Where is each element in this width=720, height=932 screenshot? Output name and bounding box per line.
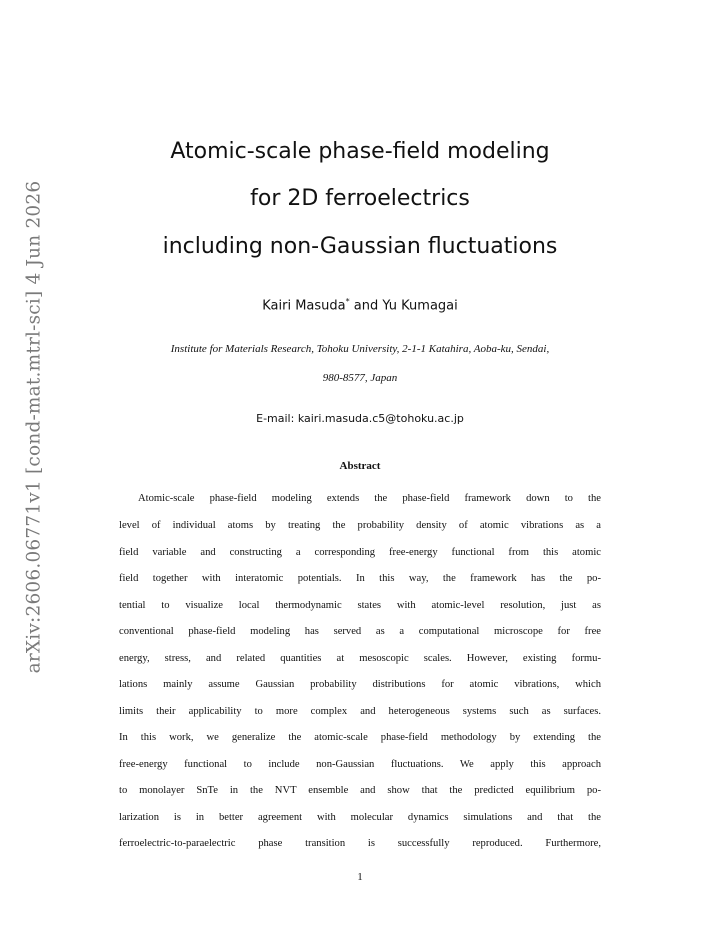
abstract-line: level of individual atoms by treating the probability density of atomic vibrations as a [119,520,601,531]
corresponding-author-marker: * [345,297,350,306]
title-line-2: for 2D ferroelectrics [250,186,470,211]
email-label: E-mail: [256,412,298,425]
email-address-link[interactable]: kairi.masuda.c5@tohoku.ac.jp [297,412,464,425]
affiliation-line-2: 980-8577, Japan [322,372,398,384]
page-number: 1 [357,871,363,883]
abstract-line: tential to visualize local thermodynamic states with atomic-level resolution, just as [119,600,601,611]
author-name: Kairi Masuda [262,298,346,314]
title-line-3: including non-Gaussian fluctuations [162,234,558,259]
abstract-line: to monolayer SnTe in the NVT ensemble and show that the predicted equilibrium po- [119,785,601,796]
abstract-line: limits their applicability to more complex and heterogeneous systems such as surfaces. [119,706,601,717]
abstract-line: field variable and constructing a corresponding free-energy functional from this atomic [119,547,601,558]
abstract-line: energy, stress, and related quantities at mesoscopic scales. However, existing formu- [119,653,601,664]
abstract-line: conventional phase-field modeling has served as a computational microscope for free [119,626,601,637]
author-separator: and [349,298,383,314]
email-line [0,412,720,425]
arxiv-identifier-stamp: arXiv:2606.06771v1 [cond-mat.mtrl-sci] 4 Jun 2026 [23,180,45,674]
abstract-line: field together with interatomic potentials. In this way, the framework has the po- [119,573,601,584]
abstract-line: free-energy functional to include non-Gaussian fluctuations. We apply this approach [119,759,601,770]
abstract-line: lations mainly assume Gaussian probability distributions for atomic vibrations, which [119,679,601,690]
abstract-line: ferroelectric-to-paraelectric phase transition is successfully reproduced. Furthermore, [119,838,601,849]
abstract-line: Atomic-scale phase-field modeling extends the phase-field framework down to the [138,493,601,504]
abstract-heading: Abstract [339,460,381,472]
author-list [0,297,720,313]
author-name: Yu Kumagai [382,298,458,314]
affiliation-line-1: Institute for Materials Research, Tohoku University, 2-1-1 Katahira, Aoba-ku, Sendai, [170,343,550,355]
title-line-1: Atomic-scale phase-field modeling [170,139,550,164]
abstract-line: larization is in better agreement with molecular dynamics simulations and that the [119,812,601,823]
abstract-line: In this work, we generalize the atomic-scale phase-field methodology by extending the [119,732,601,743]
